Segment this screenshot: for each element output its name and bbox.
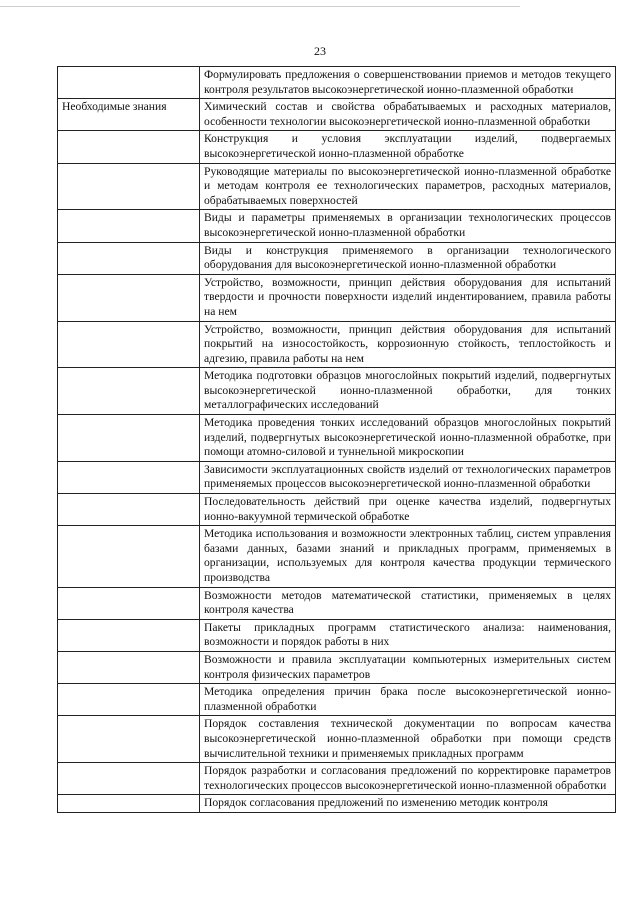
table-row <box>58 684 616 716</box>
table-cell-text: Формулировать предложения о совершенствовании приемов и методов текущего контроля результатов высокоэнергетической ионно-плазменной обработки <box>200 67 616 99</box>
table-row <box>58 368 616 415</box>
table-row <box>58 99 616 131</box>
table-row <box>58 494 616 526</box>
section-label-continuation <box>58 763 200 795</box>
knowledge-item: Конструкция и условия эксплуатации изделий, подвергаемых высокоэнергетической ионно-плазменной обработке <box>200 131 616 163</box>
table-row <box>58 651 616 683</box>
knowledge-item: Методика определения причин брака после высокоэнергетической ионно-плазменной обработки <box>200 684 616 716</box>
table-row <box>58 210 616 242</box>
table-row <box>58 163 616 210</box>
knowledge-item: Устройство, возможности, принцип действия оборудования для испытаний твердости и прочности поверхности изделий индентированием, правила работы на нем <box>200 274 616 321</box>
table-row <box>58 763 616 795</box>
section-label-continuation <box>58 274 200 321</box>
knowledge-item: Порядок разработки и согласования предложений по корректировке параметров технологических процессов высокоэнергетической ионно-плазменной обработки <box>200 763 616 795</box>
section-label-continuation <box>58 210 200 242</box>
knowledge-item: Пакеты прикладных программ статистического анализа: наименования, возможности и порядок работы в них <box>200 619 616 651</box>
section-label-continuation <box>58 321 200 368</box>
knowledge-item: Руководящие материалы по высокоэнергетической ионно-плазменной обработке и методам контроля ее технологических параметров, расходных материалов, обрабатываемых поверхностей <box>200 163 616 210</box>
table-row <box>58 131 616 163</box>
section-label-continuation <box>58 242 200 274</box>
table-row <box>58 67 616 99</box>
top-scan-edge <box>0 6 520 7</box>
page-number: 23 <box>314 44 326 58</box>
section-label-continuation <box>58 651 200 683</box>
knowledge-item: Виды и конструкция применяемого в организации технологического оборудования для высокоэнергетической ионно-плазменной обработки <box>200 242 616 274</box>
requirements-table <box>57 66 616 813</box>
section-label-continuation <box>58 716 200 763</box>
table-row <box>58 242 616 274</box>
knowledge-item: Методика проведения тонких исследований образцов многослойных покрытий изделий, подвергнутых высокоэнергетической ионно-плазменной обработке, при помощи атомно-силовой и туннельной микроскопии <box>200 415 616 462</box>
table-row <box>58 795 616 813</box>
section-label: Необходимые знания <box>58 99 200 131</box>
knowledge-item: Последовательность действий при оценке качества изделий, подвергнутых ионно-вакуумной термической обработке <box>200 494 616 526</box>
knowledge-item: Химический состав и свойства обрабатываемых и расходных материалов, особенности технологии высокоэнергетической ионно-плазменной обработки <box>200 99 616 131</box>
knowledge-item: Зависимости эксплуатационных свойств изделий от технологических параметров применяемых процессов высокоэнергетической ионно-плазменной обработки <box>200 461 616 493</box>
table-row <box>58 461 616 493</box>
table-row <box>58 526 616 587</box>
knowledge-item: Возможности и правила эксплуатации компьютерных измерительных систем контроля физических параметров <box>200 651 616 683</box>
empty-label-cell <box>58 67 200 99</box>
knowledge-item: Порядок составления технической документации по вопросам качества высокоэнергетической ионно-плазменной обработки при помощи средств вычислительной техники и применяемых прикладных программ <box>200 716 616 763</box>
table-row <box>58 619 616 651</box>
knowledge-item: Методика подготовки образцов многослойных покрытий изделий, подвергнутых высокоэнергетической ионно-плазменной обработки, для тонких металлографических исследований <box>200 368 616 415</box>
section-label-continuation <box>58 415 200 462</box>
section-label-continuation <box>58 461 200 493</box>
table-row <box>58 415 616 462</box>
section-label-continuation <box>58 368 200 415</box>
knowledge-item: Порядок согласования предложений по изменению методик контроля <box>200 795 616 813</box>
section-label-continuation <box>58 163 200 210</box>
section-label-continuation <box>58 619 200 651</box>
knowledge-item: Виды и параметры применяемых в организации технологических процессов высокоэнергетической ионно-плазменной обработки <box>200 210 616 242</box>
table-row <box>58 587 616 619</box>
section-label-continuation <box>58 587 200 619</box>
knowledge-item: Методика использования и возможности электронных таблиц, систем управления базами данных, базами знаний и прикладных программ, применяемых в организации, используемых для контроля качества продукции термического производства <box>200 526 616 587</box>
table-row <box>58 274 616 321</box>
table-row <box>58 321 616 368</box>
knowledge-item: Устройство, возможности, принцип действия оборудования для испытаний покрытий на износостойкость, коррозионную стойкость, теплостойкость и адгезию, правила работы на нем <box>200 321 616 368</box>
table-row <box>58 716 616 763</box>
section-label-continuation <box>58 684 200 716</box>
section-label-continuation <box>58 494 200 526</box>
section-label-continuation <box>58 795 200 813</box>
section-label-continuation <box>58 526 200 587</box>
knowledge-item: Возможности методов математической статистики, применяемых в целях контроля качества <box>200 587 616 619</box>
section-label-continuation <box>58 131 200 163</box>
